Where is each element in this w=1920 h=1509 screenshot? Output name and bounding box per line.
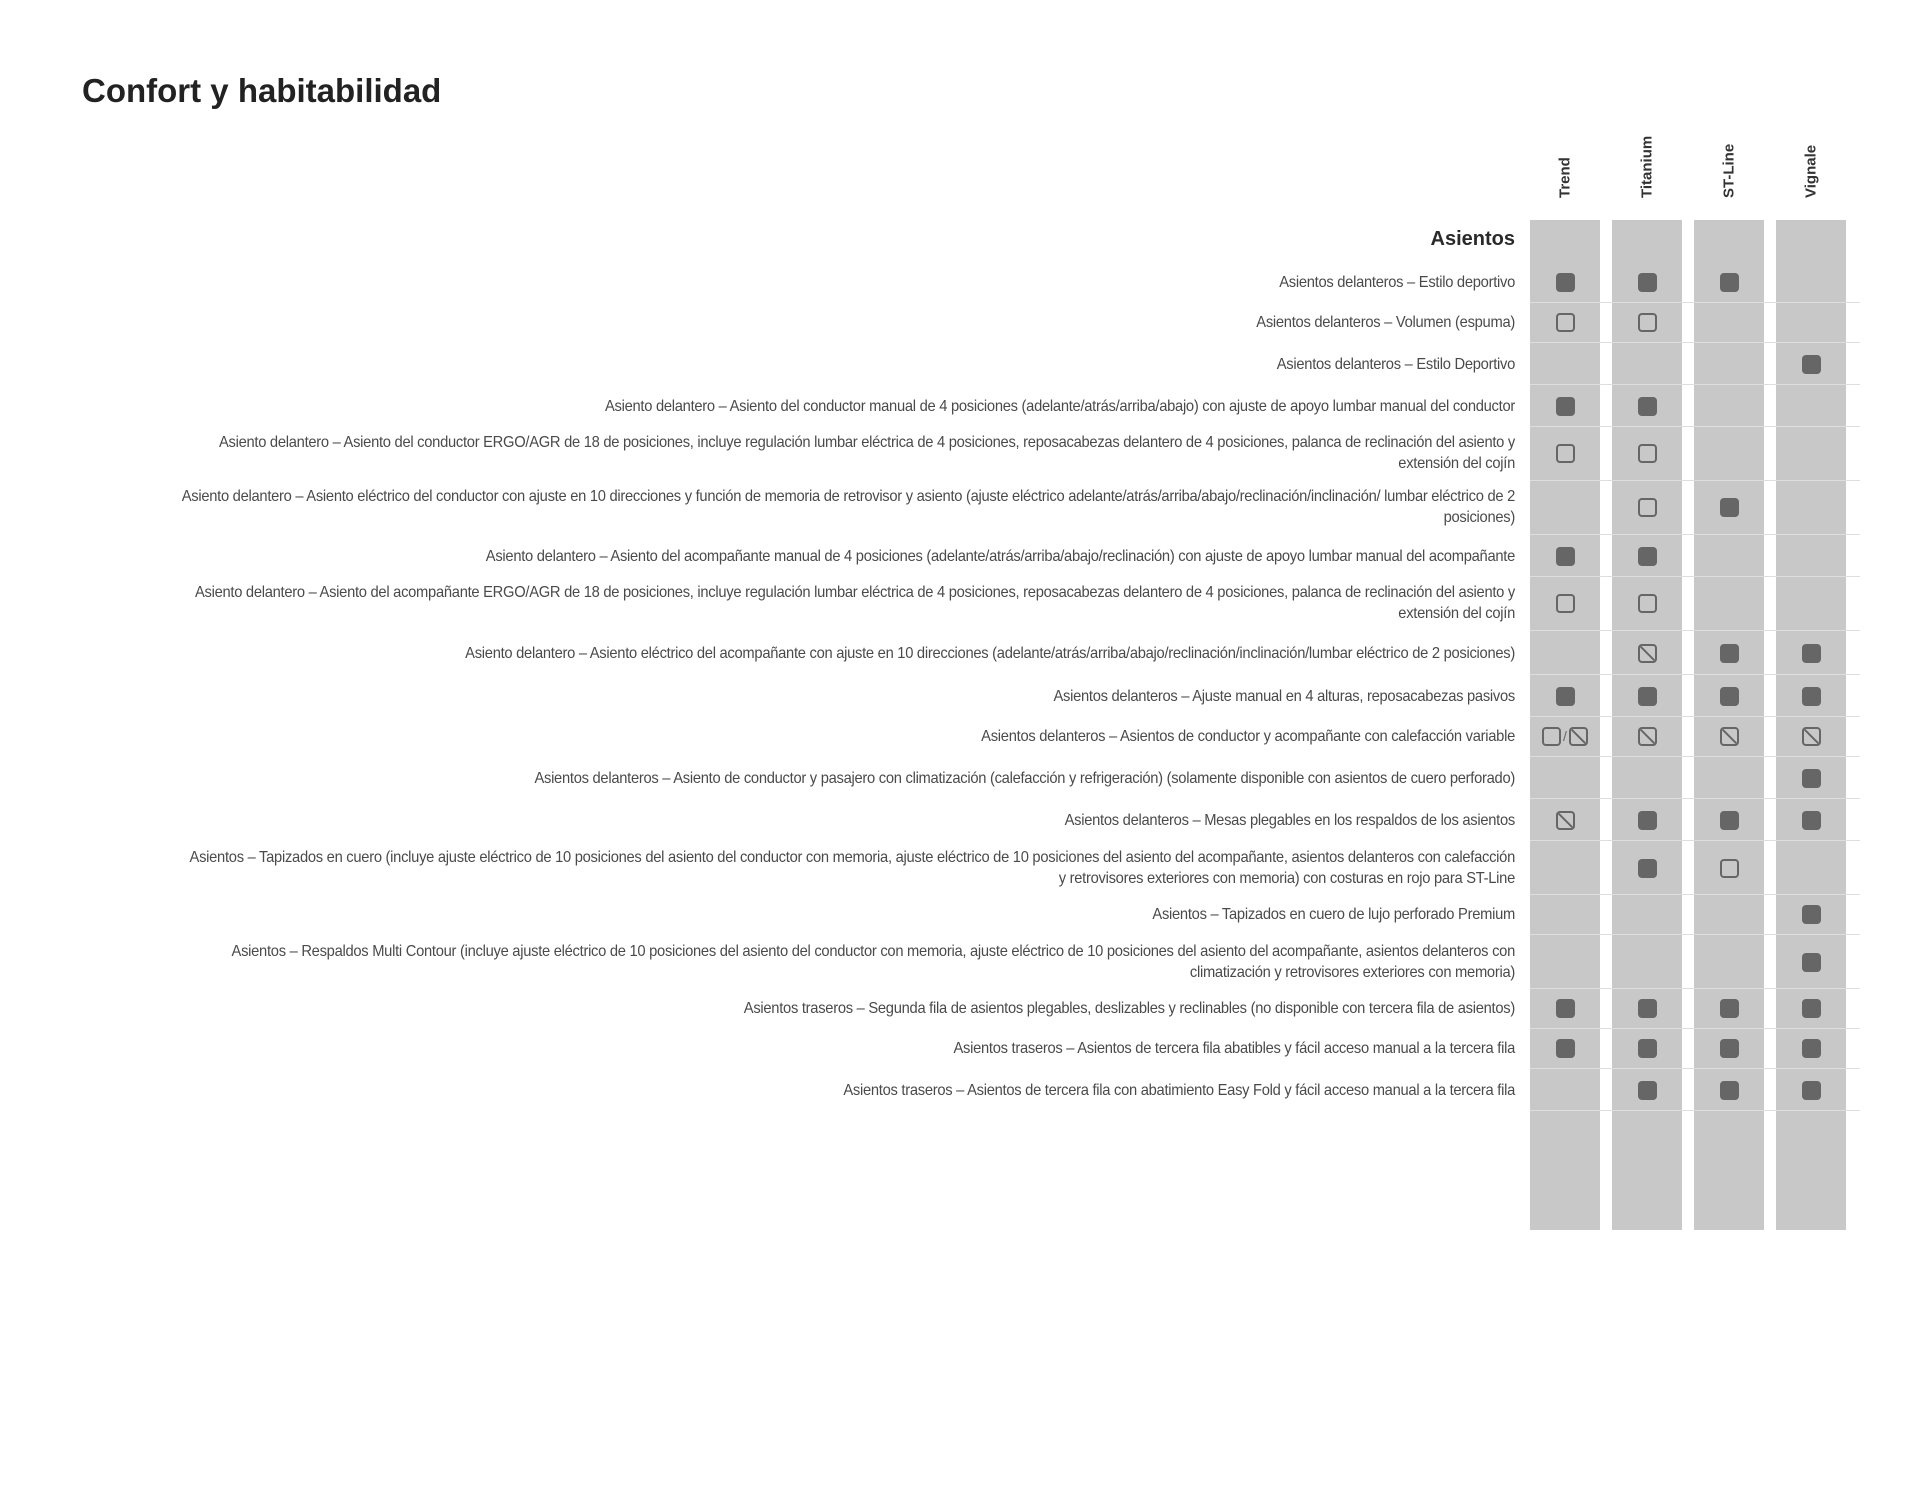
feature-text: Asientos traseros – Asientos de tercera fila abatibles y fácil acceso manual a la tercera fila: [953, 1039, 1515, 1057]
availability-cell: [1612, 536, 1682, 576]
row-divider: [1530, 630, 1860, 631]
availability-cell: [1694, 1070, 1764, 1110]
availability-cell: [1612, 262, 1682, 302]
row-divider: [1530, 342, 1860, 343]
availability-cell: [1612, 800, 1682, 840]
standard-mark: [1802, 355, 1821, 374]
optional-mark: [1638, 498, 1657, 517]
pack-mark: [1556, 811, 1575, 830]
availability-cell: [1694, 800, 1764, 840]
standard-mark: [1556, 999, 1575, 1018]
feature-text: Asientos delanteros – Estilo deportivo: [1279, 273, 1515, 291]
standard-mark: [1720, 999, 1739, 1018]
feature-label: [181, 842, 1515, 894]
feature-label: [181, 302, 1515, 342]
standard-mark: [1638, 687, 1657, 706]
feature-label: [181, 676, 1515, 716]
standard-mark: [1802, 905, 1821, 924]
feature-text: Asientos traseros – Segunda fila de asientos plegables, deslizables y reclinables (no disponible con tercera fila de asientos): [743, 999, 1515, 1017]
standard-mark: [1556, 273, 1575, 292]
availability-cell: [1612, 988, 1682, 1028]
optional-mark: [1638, 313, 1657, 332]
feature-label: [181, 1028, 1515, 1068]
feature-text: Asientos delanteros – Volumen (espuma): [1256, 313, 1515, 331]
availability-cell: [1694, 988, 1764, 1028]
feature-label: [181, 480, 1515, 534]
feature-label: [181, 344, 1515, 384]
availability-cell: [1530, 536, 1600, 576]
column-header: [1612, 120, 1682, 215]
standard-mark: [1802, 769, 1821, 788]
feature-text: Asiento delantero – Asiento eléctrico del acompañante con ajuste en 10 direcciones (adelante/atrás/arriba/abajo/reclinación/inclinación/lumbar eléctrico de 2 posiciones): [465, 644, 1515, 662]
feature-label: [181, 988, 1515, 1028]
row-divider: [1530, 840, 1860, 841]
feature-label: [181, 716, 1515, 756]
feature-text: Asiento delantero – Asiento del acompañante ERGO/AGR de 18 de posiciones, incluye regulación lumbar eléctrica de 4 posiciones, reposacabezas delantero de 4 posiciones, palanca de reclinación del asiento y extensión del cojín: [194, 584, 1516, 622]
pack-mark: [1638, 727, 1657, 746]
feature-text: Asiento delantero – Asiento del acompañante manual de 4 posiciones (adelante/atrás/arriba/abajo/reclinación) con ajuste de apoyo lumbar manual del acompañante: [485, 547, 1516, 565]
feature-text: Asiento delantero – Asiento del conductor ERGO/AGR de 18 de posiciones, incluye regulación lumbar eléctrica de 4 posiciones, reposacabezas delantero de 4 posiciones, palanca de reclinación del asiento y extensión del cojín: [218, 434, 1516, 472]
feature-label: [181, 426, 1515, 480]
availability-cell: [1530, 676, 1600, 716]
availability-cell: [1612, 576, 1682, 630]
availability-cell: [1776, 632, 1846, 674]
feature-label: [181, 1070, 1515, 1110]
optional-mark: [1720, 859, 1739, 878]
column-header-label: Trend: [1556, 157, 1574, 198]
standard-mark: [1720, 273, 1739, 292]
standard-mark: [1802, 999, 1821, 1018]
standard-mark: [1802, 1081, 1821, 1100]
availability-cell: [1612, 676, 1682, 716]
availability-cell: [1530, 302, 1600, 342]
column-header-label: ST-Line: [1720, 143, 1738, 198]
standard-mark: [1720, 811, 1739, 830]
feature-text: Asientos traseros – Asientos de tercera fila con abatimiento Easy Fold y fácil acceso manual a la tercera fila: [843, 1081, 1515, 1099]
feature-label: [181, 386, 1515, 426]
row-divider: [1530, 1110, 1860, 1111]
availability-cell: [1776, 800, 1846, 840]
feature-label: [181, 632, 1515, 674]
row-divider: [1530, 674, 1860, 675]
row-divider: [1530, 1068, 1860, 1069]
availability-cell: [1530, 386, 1600, 426]
availability-cell: [1612, 842, 1682, 894]
feature-text: Asientos delanteros – Asiento de conductor y pasajero con climatización (calefacción y refrigeración) (solamente disponible con asientos de cuero perforado): [534, 769, 1515, 787]
feature-text: Asientos – Tapizados en cuero (incluye ajuste eléctrico de 10 posiciones del asiento del conductor con memoria, ajuste eléctrico de 10 posiciones del asiento del acompañante, asientos delanteros con calefacción y retrovisores exteriores con memoria) con costuras en rojo para ST-Line: [189, 849, 1515, 887]
availability-cell: [1694, 842, 1764, 894]
standard-mark: [1638, 999, 1657, 1018]
feature-text: Asiento delantero – Asiento del conductor manual de 4 posiciones (adelante/atrás/arriba/abajo) con ajuste de apoyo lumbar manual del conductor: [604, 397, 1515, 415]
availability-cell: [1776, 988, 1846, 1028]
standard-mark: [1720, 1081, 1739, 1100]
standard-mark: [1638, 859, 1657, 878]
standard-mark: [1802, 1039, 1821, 1058]
standard-mark: [1638, 811, 1657, 830]
standard-mark: [1556, 397, 1575, 416]
feature-text: Asientos delanteros – Ajuste manual en 4 alturas, reposacabezas pasivos: [1053, 687, 1515, 705]
availability-cell: [1776, 894, 1846, 934]
availability-cell: [1612, 1070, 1682, 1110]
optional-mark: [1556, 313, 1575, 332]
optional-mark: [1638, 594, 1657, 613]
availability-cell: [1530, 262, 1600, 302]
availability-cell: [1530, 426, 1600, 480]
column-header-label: Vignale: [1802, 144, 1820, 198]
pack-mark: [1802, 727, 1821, 746]
optional-mark: [1556, 594, 1575, 613]
availability-cell: [1694, 480, 1764, 534]
standard-mark: [1720, 644, 1739, 663]
availability-cell: [1530, 716, 1600, 756]
availability-cell: [1612, 386, 1682, 426]
column-header-label: Titanium: [1638, 135, 1656, 198]
feature-label: [181, 262, 1515, 302]
feature-text: Asientos – Tapizados en cuero de lujo perforado Premium: [1152, 905, 1515, 923]
availability-cell: [1530, 1028, 1600, 1068]
standard-mark: [1802, 953, 1821, 972]
optional-mark: [1542, 727, 1561, 746]
availability-cell: [1776, 716, 1846, 756]
feature-text: Asientos delanteros – Asientos de conductor y acompañante con calefacción variable: [981, 727, 1515, 745]
slash-separator: /: [1563, 728, 1567, 744]
availability-cell: [1694, 716, 1764, 756]
standard-mark: [1720, 1039, 1739, 1058]
standard-mark: [1638, 273, 1657, 292]
availability-cell: [1694, 1028, 1764, 1068]
column-header: [1776, 120, 1846, 215]
availability-cell: [1530, 576, 1600, 630]
availability-cell: [1694, 262, 1764, 302]
availability-cell: [1776, 1028, 1846, 1068]
pack-mark: [1569, 727, 1588, 746]
row-divider: [1530, 798, 1860, 799]
pack-mark: [1720, 727, 1739, 746]
feature-label: [181, 576, 1515, 630]
availability-cell: [1694, 632, 1764, 674]
optional-mark: [1556, 444, 1575, 463]
feature-label: [181, 800, 1515, 840]
row-divider: [1530, 934, 1860, 935]
standard-mark: [1802, 644, 1821, 663]
availability-cell: [1612, 426, 1682, 480]
availability-cell: [1694, 676, 1764, 716]
row-divider: [1530, 534, 1860, 535]
page-title: Confort y habitabilidad: [82, 72, 442, 109]
standard-mark: [1638, 547, 1657, 566]
standard-mark: [1638, 1039, 1657, 1058]
standard-mark: [1720, 498, 1739, 517]
standard-mark: [1556, 547, 1575, 566]
feature-text: Asiento delantero – Asiento eléctrico del conductor con ajuste en 10 direcciones y función de memoria de retrovisor y asiento (ajuste eléctrico adelante/atrás/arriba/abajo/reclinación/inclinación/ lumbar eléctrico de 2 posiciones): [181, 488, 1516, 526]
feature-label: [181, 894, 1515, 934]
column-header: [1530, 120, 1600, 215]
row-divider: [1530, 384, 1860, 385]
availability-cell: [1776, 758, 1846, 798]
standard-mark: [1556, 1039, 1575, 1058]
section-title: Asientos: [1430, 228, 1515, 250]
availability-cell: [1776, 344, 1846, 384]
availability-cell: [1776, 936, 1846, 988]
standard-mark: [1638, 397, 1657, 416]
availability-cell: [1612, 302, 1682, 342]
availability-cell: [1530, 800, 1600, 840]
feature-text: Asientos – Respaldos Multi Contour (incluye ajuste eléctrico de 10 posiciones del asiento del conductor con memoria, ajuste eléctrico de 10 posiciones del asiento del acompañante, asientos delanteros con climatización y retrovisores exteriores con memoria): [231, 943, 1516, 981]
feature-label: [181, 758, 1515, 798]
feature-label: [181, 936, 1515, 988]
availability-cell: [1530, 988, 1600, 1028]
standard-mark: [1638, 1081, 1657, 1100]
standard-mark: [1802, 811, 1821, 830]
standard-mark: [1556, 687, 1575, 706]
availability-cell: [1612, 1028, 1682, 1068]
feature-text: Asientos delanteros – Estilo Deportivo: [1276, 355, 1515, 373]
standard-mark: [1802, 687, 1821, 706]
row-divider: [1530, 756, 1860, 757]
availability-cell: [1776, 1070, 1846, 1110]
availability-cell: [1612, 716, 1682, 756]
availability-cell: [1776, 676, 1846, 716]
column-header: [1694, 120, 1764, 215]
availability-cell: [1612, 632, 1682, 674]
availability-cell: [1612, 480, 1682, 534]
standard-mark: [1720, 687, 1739, 706]
optional-mark: [1638, 444, 1657, 463]
pack-mark: [1638, 644, 1657, 663]
feature-label: [181, 536, 1515, 576]
feature-text: Asientos delanteros – Mesas plegables en los respaldos de los asientos: [1064, 811, 1515, 829]
